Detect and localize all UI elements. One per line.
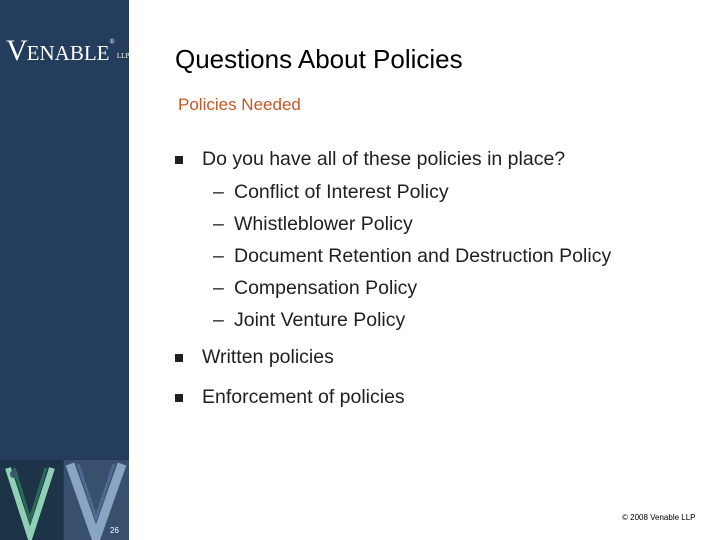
sidebar: [0, 0, 129, 540]
venable-logo: [6, 34, 129, 68]
sub-bullet-dash: –: [213, 181, 224, 203]
sub-bullet-dash: –: [213, 213, 224, 235]
bullet-text: Written policies: [202, 346, 334, 368]
slide-title: Questions About Policies: [175, 44, 463, 74]
bullet-square-icon: [175, 394, 183, 402]
sub-bullet-dash: –: [213, 245, 224, 267]
logo-llp: LLP: [116, 52, 130, 61]
sub-bullet-text: Conflict of Interest Policy: [234, 181, 449, 203]
logo-rest: ENABLE: [26, 41, 110, 65]
copyright-notice: © 2008 Venable LLP: [622, 513, 696, 522]
bullet-text: Enforcement of policies: [202, 386, 405, 408]
bullet-square-icon: [175, 156, 183, 164]
v-tile-green: [0, 460, 63, 540]
sub-bullet-text: Compensation Policy: [234, 277, 418, 299]
slide-subtitle: Policies Needed: [178, 95, 301, 114]
sub-bullet-text: Whistleblower Policy: [234, 213, 413, 235]
sub-bullet-dash: –: [213, 277, 224, 299]
page-number: 26: [110, 526, 119, 535]
sub-bullet-dash: –: [213, 309, 224, 331]
bullet-text: Do you have all of these policies in place?: [202, 148, 566, 170]
sub-bullet-text: Joint Venture Policy: [234, 309, 406, 331]
logo-reg-mark: ®: [109, 38, 115, 46]
logo-initial: V: [6, 34, 27, 67]
bullet-square-icon: [175, 354, 183, 362]
v-tile-blue: [64, 460, 129, 540]
sub-bullet-text: Document Retention and Destruction Policy: [234, 245, 612, 267]
